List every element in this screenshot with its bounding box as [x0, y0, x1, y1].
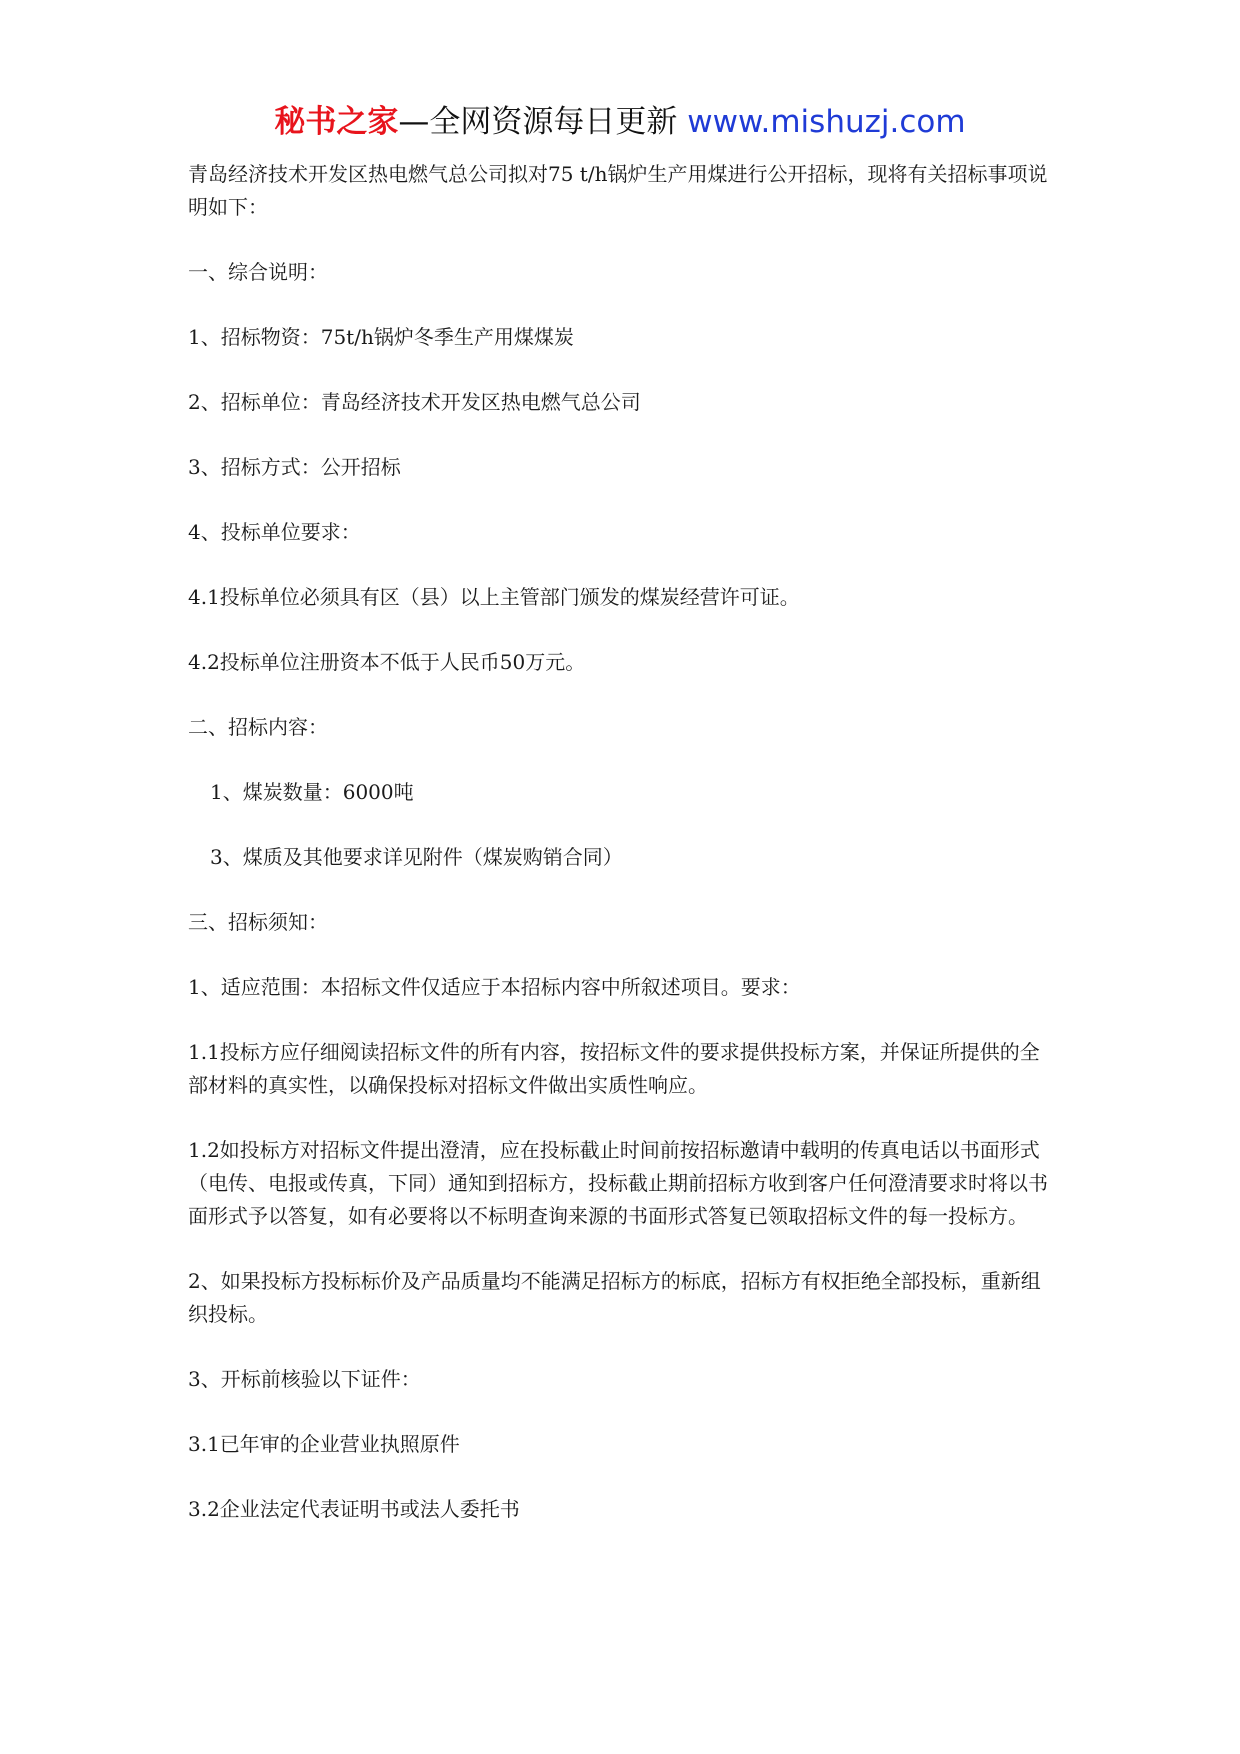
intro-paragraph: 青岛经济技术开发区热电燃气总公司拟对75 t/h锅炉生产用煤进行公开招标，现将有关招标事项说明如下：	[188, 162, 1048, 219]
site-url[interactable]: www.mishuzj.com	[687, 104, 966, 140]
section-3-item-2: 2、如果投标方投标标价及产品质量均不能满足招标方的标底，招标方有权拒绝全部投标，重新组织投标。	[188, 1269, 1041, 1326]
section-1-item-3: 3、招标方式：公开招标	[188, 455, 401, 479]
section-1-item-4: 4、投标单位要求：	[188, 520, 361, 544]
section-1-item-4-1: 4.1投标单位必须具有区（县）以上主管部门颁发的煤炭经营许可证。	[188, 585, 800, 609]
section-2-item-1: 1、煤炭数量：6000吨	[210, 780, 414, 804]
section-3-item-3-1: 3.1已年审的企业营业执照原件	[188, 1432, 460, 1456]
section-1-heading: 一、综合说明：	[188, 260, 328, 284]
section-3-item-3-2: 3.2企业法定代表证明书或法人委托书	[188, 1497, 520, 1521]
section-3-item-1-2: 1.2如投标方对招标文件提出澄清，应在投标截止时间前按招标邀请中载明的传真电话以书面形式（电传、电报或传真，下同）通知到招标方，投标截止期前招标方收到客户任何澄清要求时将以书面形式予以答复，如有必要将以不标明查询来源的书面形式答复已领取招标文件的每一投标方。	[188, 1138, 1048, 1228]
site-slogan: —全网资源每日更新	[398, 104, 688, 140]
section-3-heading: 三、招标须知：	[188, 910, 328, 934]
section-2-item-3: 3、煤质及其他要求详见附件（煤炭购销合同）	[210, 845, 623, 869]
section-3-item-3: 3、开标前核验以下证件：	[188, 1367, 421, 1391]
section-1-item-2: 2、招标单位：青岛经济技术开发区热电燃气总公司	[188, 390, 641, 414]
section-1-item-4-2: 4.2投标单位注册资本不低于人民币50万元。	[188, 650, 586, 674]
section-2-heading: 二、招标内容：	[188, 715, 328, 739]
section-3-item-1-1: 1.1投标方应仔细阅读招标文件的所有内容，按招标文件的要求提供投标方案，并保证所提供的全部材料的真实性，以确保投标对招标文件做出实质性响应。	[188, 1040, 1040, 1097]
section-3-item-1: 1、适应范围：本招标文件仅适应于本招标内容中所叙述项目。要求：	[188, 975, 801, 999]
document-body	[188, 158, 1050, 1558]
site-header	[0, 100, 1240, 144]
section-1-item-1: 1、招标物资：75t/h锅炉冬季生产用煤煤炭	[188, 325, 574, 349]
site-brand: 秘书之家	[274, 104, 399, 140]
